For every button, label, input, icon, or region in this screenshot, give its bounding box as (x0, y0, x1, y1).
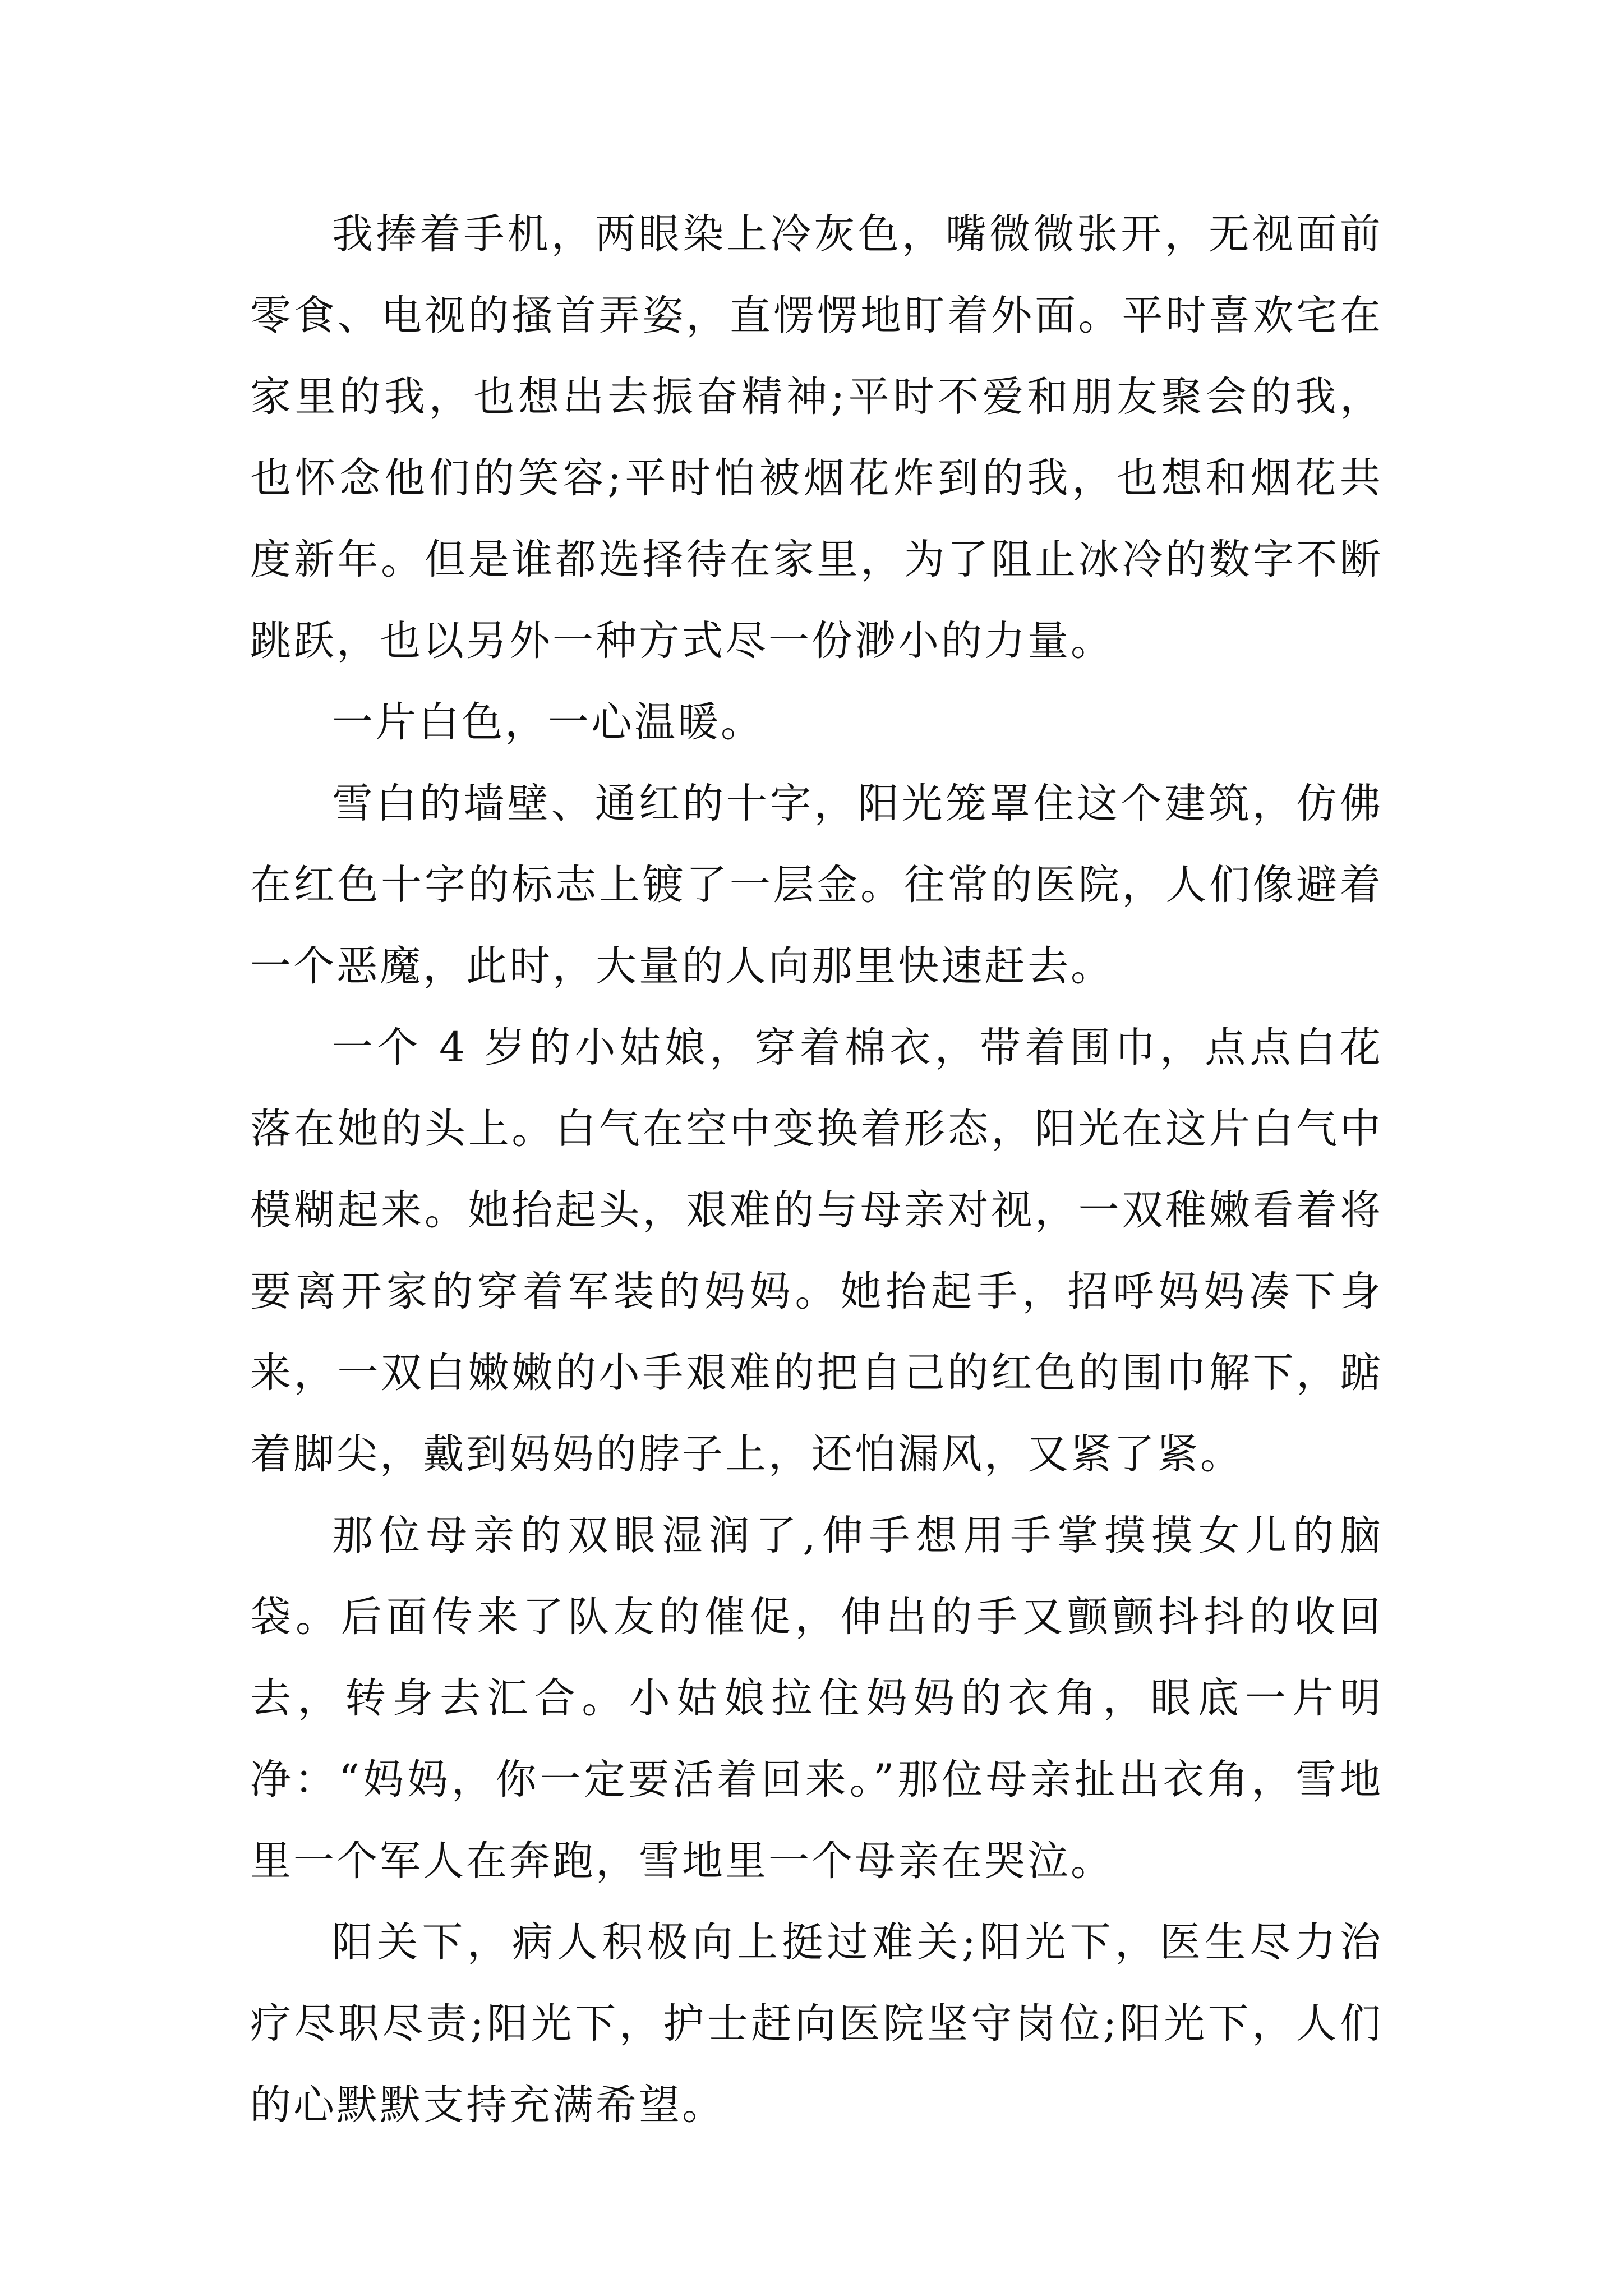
paragraph-4: 一个 4 岁的小姑娘，穿着棉衣，带着围巾，点点白花落在她的头上。白气在空中变换着形态，阳光在这片白气中模糊起来。她抬起头，艰难的与母亲对视，一双稚嫩看着将要离开家的穿着军装的妈妈。她抬起手，招呼妈妈凑下身来，一双白嫩嫩的小手艰难的把自己的红色的围巾解下，踮着脚尖，戴到妈妈的脖子上，还怕漏风，又紧了紧。 (250, 1024, 1383, 1478)
paragraph-2: 一片白色，一心温暖。 (332, 698, 764, 746)
paragraph-3: 雪白的墙壁、通红的十字，阳光笼罩住这个建筑，仿佛在红色十字的标志上镀了一层金。往常的医院，人们像避着一个恶魔，此时，大量的人向那里快速赶去。 (250, 780, 1383, 990)
paragraph-5: 那位母亲的双眼湿润了,伸手想用手掌摸摸女儿的脑袋。后面传来了队友的催促，伸出的手又颤颤抖抖的收回去，转身去汇合。小姑娘拉住妈妈的衣角，眼底一片明净：“妈妈，你一定要活着回来。”那位母亲扯出衣角，雪地里一个军人在奔跑，雪地里一个母亲在哭泣。 (250, 1512, 1383, 1885)
document-body (250, 194, 1383, 2146)
paragraph-1: 我捧着手机，两眼染上冷灰色，嘴微微张开，无视面前零食、电视的搔首弄姿，直愣愣地盯着外面。平时喜欢宅在家里的我，也想出去振奋精神;平时不爱和朋友聚会的我，也怀念他们的笑容;平时怕被烟花炸到的我，也想和烟花共度新年。但是谁都选择待在家里，为了阻止冰冷的数字不断跳跃，也以另外一种方式尽一份渺小的力量。 (250, 210, 1383, 665)
paragraph-6: 阳关下，病人积极向上挺过难关;阳光下，医生尽力治疗尽职尽责;阳光下，护士赶向医院坚守岗位;阳光下，人们的心默默支持充满希望。 (250, 1918, 1383, 2129)
